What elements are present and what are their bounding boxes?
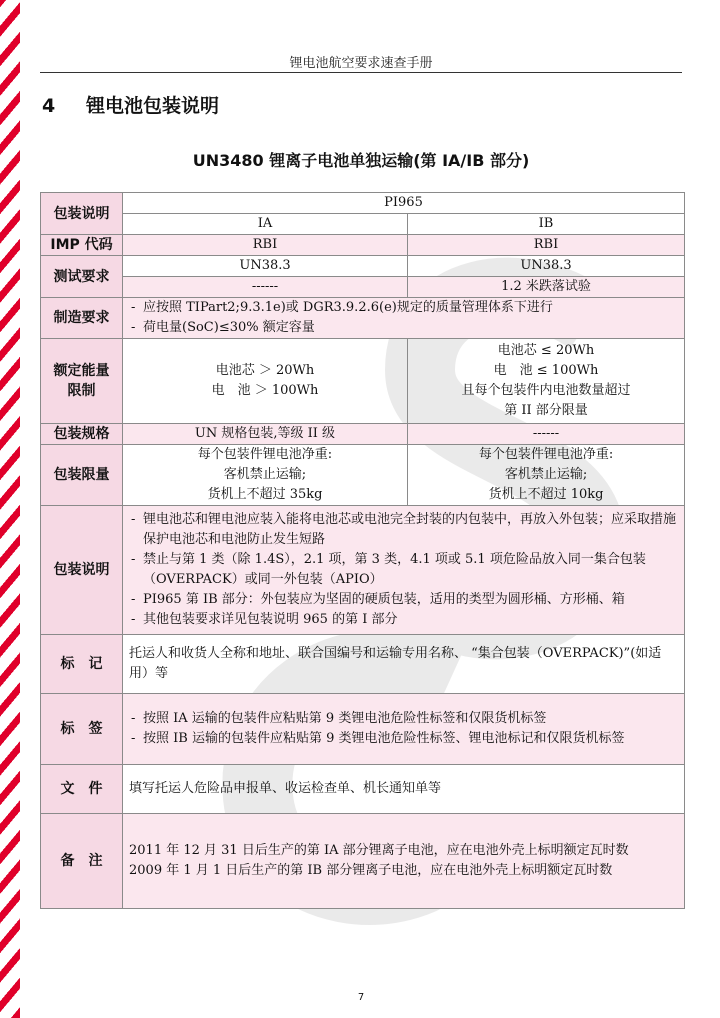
packaging-limit-ia-line: 客机禁止运输; xyxy=(223,467,307,482)
packing-notes-content xyxy=(123,506,685,635)
manufacturing-item: - 应按照 TIPart2;9.3.1e)或 DGR3.9.2.6(e)规定的质量管理体系下进行 xyxy=(129,298,678,318)
test-requirement-ib: UN38.3 xyxy=(408,256,685,277)
rated-energy-ib-line: 电 池 ≤ 100Wh xyxy=(493,363,599,378)
rated-energy-ia-line: 电池芯 ＞ 20Wh xyxy=(215,363,315,378)
documents-content: 填写托运人危险品申报单、收运检查单、机长通知单等 xyxy=(123,765,685,814)
rated-energy-label-line: 额定能量 xyxy=(53,363,110,379)
packing-table xyxy=(40,192,685,909)
rated-energy-ia xyxy=(123,339,408,424)
remarks-label: 备 注 xyxy=(41,814,123,909)
remarks-content xyxy=(123,814,685,909)
rated-energy-ib-line: 且每个包装件内电池数量超过 xyxy=(461,383,631,398)
manufacturing-content xyxy=(123,298,685,339)
running-header: 锂电池航空要求速查手册 xyxy=(289,56,433,71)
marking-content: 托运人和收货人全称和地址、联合国编号和运输专用名称、 “集合包装（OVERPACK)”(如适用）等 xyxy=(123,635,685,694)
section-number: 4 xyxy=(42,95,56,117)
packaging-limit-label: 包装限量 xyxy=(41,445,123,506)
remarks-line: 2011 年 12 月 31 日后生产的第 IA 部分锂离子电池，应在电池外壳上标明额定瓦时数 xyxy=(129,843,629,858)
column-ia-header: IA xyxy=(123,214,408,235)
rated-energy-label-line: 限制 xyxy=(67,383,96,399)
imp-code-label: IMP 代码 xyxy=(41,235,123,256)
packing-note-item: - 禁止与第 1 类（除 1.4S），2.1 项，第 3 类，4.1 项或 5.1 项危险品放入同一集合包装（OVERPACK）或同一外包装（APIO） xyxy=(129,550,678,590)
packaging-spec-ib: ------ xyxy=(408,424,685,445)
packaging-spec-label: 包装规格 xyxy=(41,424,123,445)
page-number: 7 xyxy=(357,992,365,1003)
labels-content xyxy=(123,694,685,765)
packing-instruction-label: 包装说明 xyxy=(41,193,123,235)
packaging-spec-ia: UN 规格包装,等级 II 级 xyxy=(123,424,408,445)
header-rule xyxy=(40,72,682,73)
test-requirement-ia-extra: ------ xyxy=(123,277,408,298)
labels-item: - 按照 IA 运输的包装件应粘贴第 9 类锂电池危险性标签和仅限货机标签 xyxy=(129,709,678,729)
packaging-limit-ib-line: 每个包装件锂电池净重: xyxy=(478,447,614,462)
packing-notes-label: 包装说明 xyxy=(41,506,123,635)
packaging-limit-ib xyxy=(408,445,685,506)
packing-note-item: - 锂电池芯和锂电池应装入能将电池芯或电池完全封装的内包装中，再放入外包装；应采取措施保护电池芯和电池防止发生短路 xyxy=(129,510,678,550)
packaging-limit-ia xyxy=(123,445,408,506)
test-requirement-ib-extra: 1.2 米跌落试验 xyxy=(408,277,685,298)
rated-energy-label xyxy=(41,339,123,424)
labels-item: - 按照 IB 运输的包装件应粘贴第 9 类锂电池危险性标签、锂电池标记和仅限货机标签 xyxy=(129,729,678,749)
documents-label: 文 件 xyxy=(41,765,123,814)
column-ib-header: IB xyxy=(408,214,685,235)
rated-energy-ia-line: 电 池 ＞ 100Wh xyxy=(211,383,319,398)
packing-instruction-value: PI965 xyxy=(123,193,685,214)
imp-code-ib: RBI xyxy=(408,235,685,256)
section-title-text: 锂电池包装说明 xyxy=(86,95,220,117)
labels-label: 标 签 xyxy=(41,694,123,765)
left-edge-stripe xyxy=(0,0,20,1018)
rated-energy-ib-line: 电池芯 ≤ 20Wh xyxy=(497,343,595,358)
rated-energy-ib xyxy=(408,339,685,424)
manufacturing-label: 制造要求 xyxy=(41,298,123,339)
packaging-limit-ib-line: 客机禁止运输; xyxy=(504,467,588,482)
table-title: UN3480 锂离子电池单独运输(第 IA/IB 部分) xyxy=(192,151,530,170)
test-requirement-ia: UN38.3 xyxy=(123,256,408,277)
test-requirement-label: 测试要求 xyxy=(41,256,123,298)
imp-code-ia: RBI xyxy=(123,235,408,256)
section-title xyxy=(42,91,219,118)
packaging-limit-ia-line: 货机上不超过 35kg xyxy=(207,487,323,502)
packaging-limit-ia-line: 每个包装件锂电池净重: xyxy=(197,447,333,462)
rated-energy-ib-line: 第 II 部分限量 xyxy=(504,403,588,418)
remarks-line: 2009 年 1 月 1 日后生产的第 IB 部分锂离子电池，应在电池外壳上标明额定瓦时数 xyxy=(129,863,613,878)
packing-note-item: - 其他包装要求详见包装说明 965 的第 I 部分 xyxy=(129,610,678,630)
marking-label: 标 记 xyxy=(41,635,123,694)
packaging-limit-ib-line: 货机上不超过 10kg xyxy=(488,487,604,502)
manufacturing-item: - 荷电量(SoC)≤30% 额定容量 xyxy=(129,318,678,338)
packing-note-item: - PI965 第 IB 部分：外包装应为坚固的硬质包装，适用的类型为圆形桶、方形桶、箱 xyxy=(129,590,678,610)
